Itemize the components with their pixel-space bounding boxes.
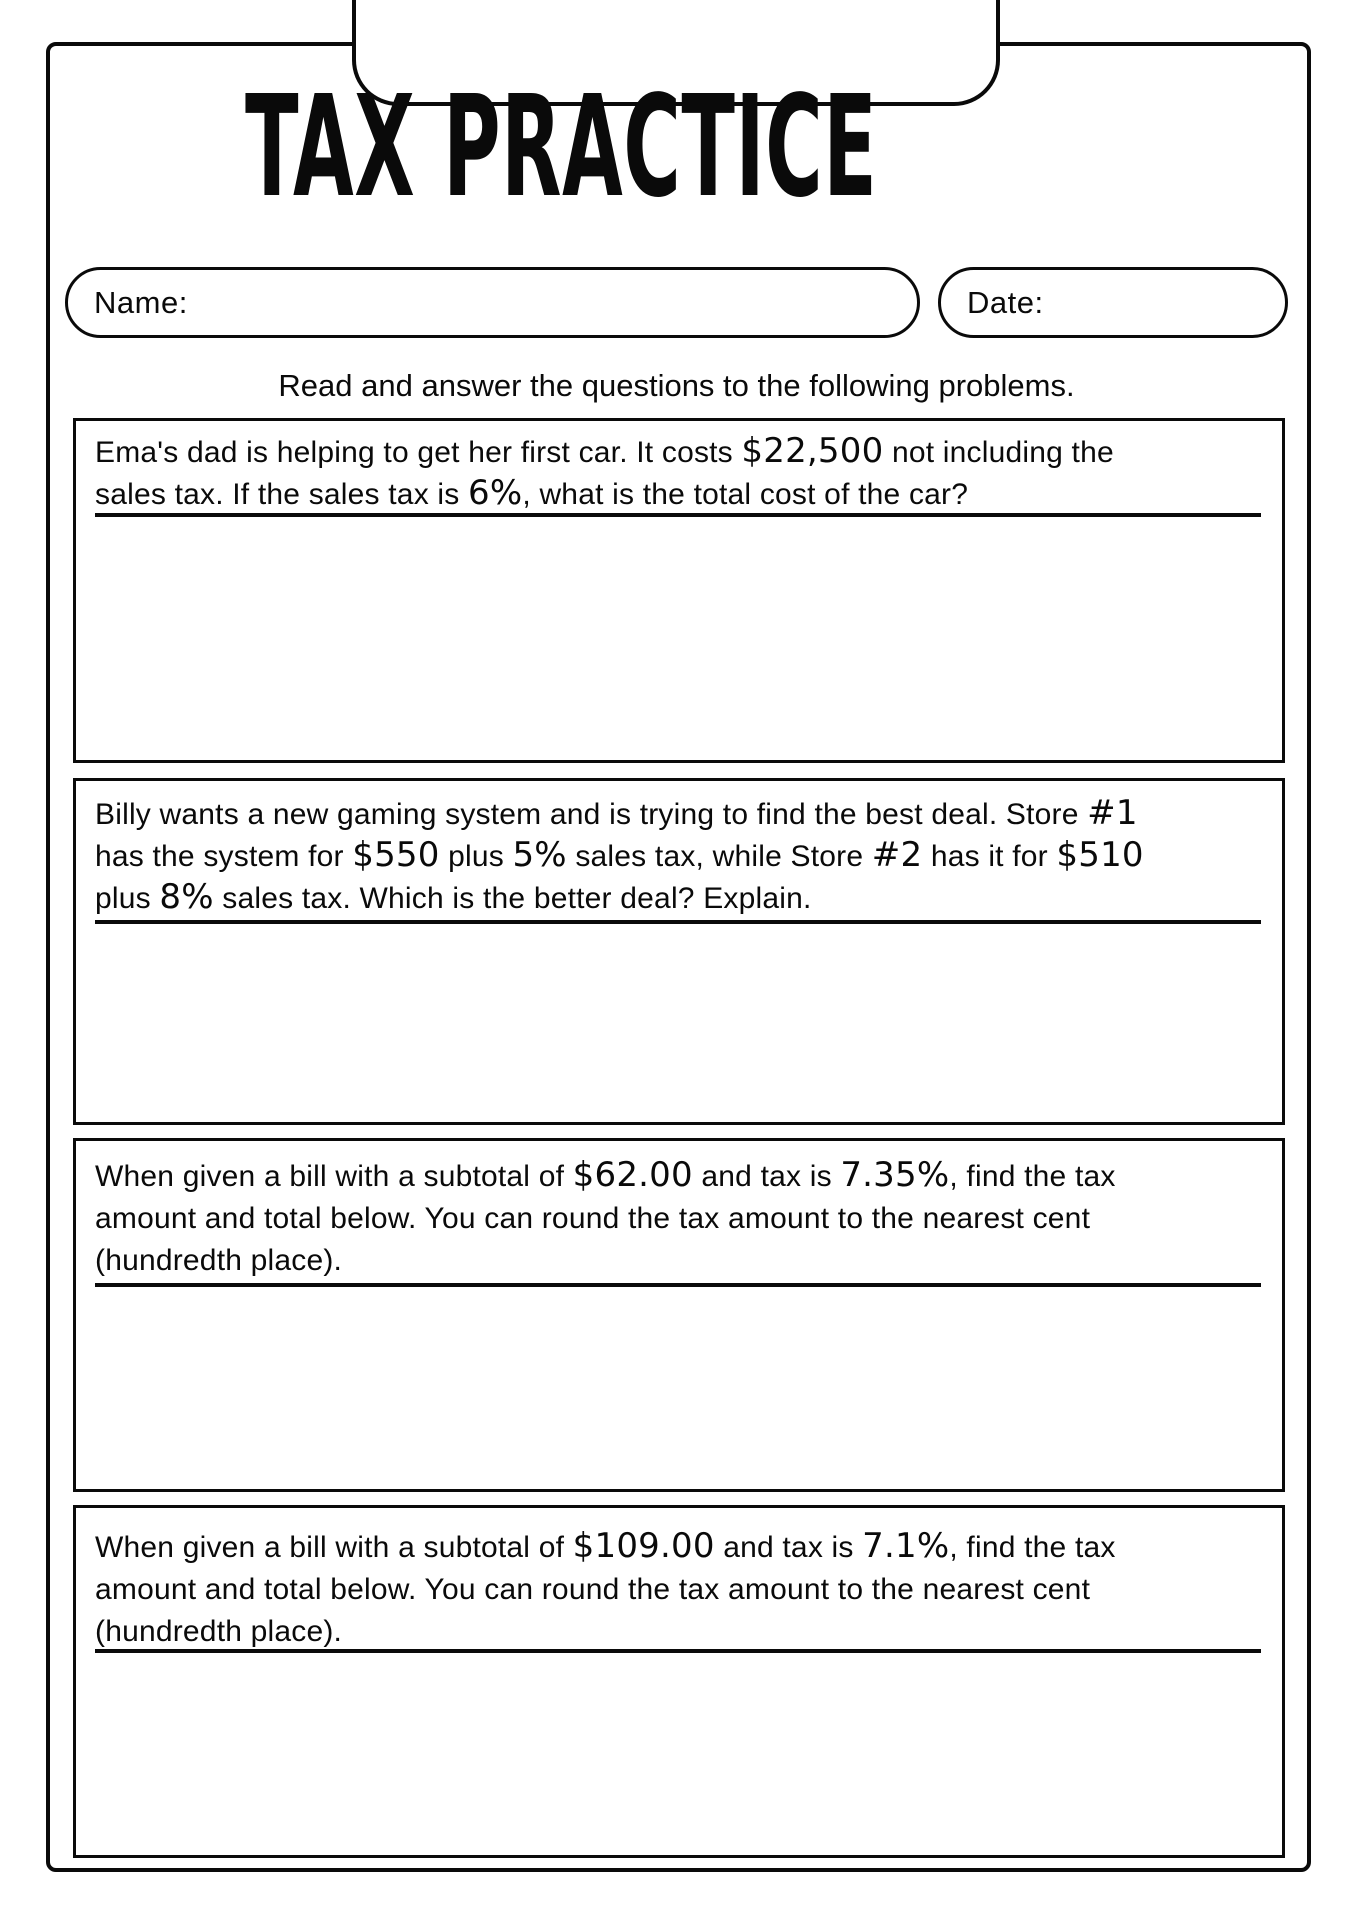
problem-box <box>73 1505 1285 1858</box>
problem-box <box>73 1138 1285 1492</box>
problem-text: When given a bill with a subtotal of $62.00 and tax is 7.35%, find the tax amount and total below. You can round the tax amount to the nearest cent (hundredth place). <box>95 1155 1116 1277</box>
problem-text: Billy wants a new gaming system and is trying to find the best deal. Store #1 has the system for $550 plus 5% sales tax, while Store #2 has it for $510 plus 8% sales tax. Which is the better deal? Explain. <box>95 793 1144 917</box>
answer-line[interactable] <box>95 920 1261 924</box>
problem-text: Ema's dad is helping to get her first car. It costs $22,500 not including the sales tax. If the sales tax is 6%, what is the total cost of the car? <box>95 431 1114 513</box>
answer-line[interactable] <box>95 1283 1261 1287</box>
page-title: TAX PRACTICE <box>245 66 878 229</box>
instruction-text: Read and answer the questions to the following problems. <box>278 368 1075 403</box>
problem-box <box>73 778 1285 1125</box>
problem-text: When given a bill with a subtotal of $109.00 and tax is 7.1%, find the tax amount and total below. You can round the tax amount to the nearest cent (hundredth place). <box>95 1526 1116 1648</box>
answer-line[interactable] <box>95 1649 1261 1653</box>
name-field[interactable] <box>65 267 920 338</box>
date-label: Date: <box>967 284 1044 320</box>
answer-line[interactable] <box>95 513 1261 517</box>
problem-box <box>73 418 1285 763</box>
date-field[interactable] <box>938 267 1288 338</box>
name-label: Name: <box>94 284 188 320</box>
